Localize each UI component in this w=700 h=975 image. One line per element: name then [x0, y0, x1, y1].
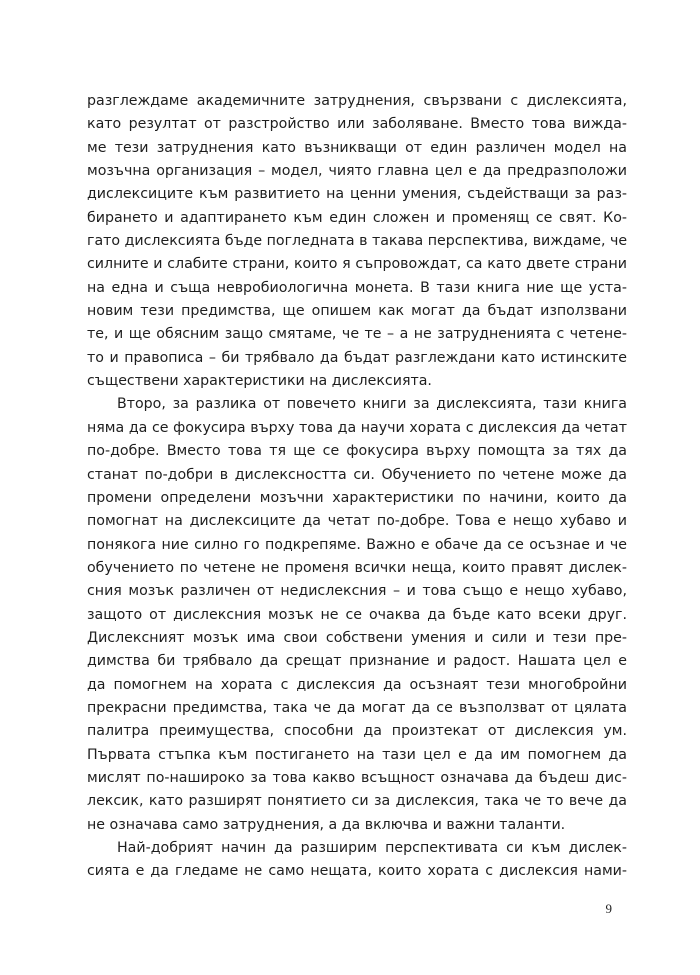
text-line: помогнат на дислексиците да четат по-добре. Това е нещо хубаво и — [87, 513, 627, 530]
paragraph-last-line: не означава само затруднения, а да включва и важни таланти. — [87, 816, 566, 833]
paragraph-first-line: Второ, за разлика от повечето книги за дислексията, тази книга — [117, 396, 627, 413]
text-line: разглеждаме академичните затруднения, свързвани с дислексията, — [87, 93, 627, 109]
text-line: прекрасни предимства, така че да могат да се възползват от цялата — [87, 699, 627, 716]
text-line: станат по-добри в дислексността си. Обучението по четене може да — [87, 466, 627, 483]
text-line: мозъчна организация – модел, чиято главна цел е да предразположи — [87, 163, 627, 180]
text-line: обучението по четене не променя всички неща, които правят дислек- — [87, 559, 627, 576]
text-line: сния мозък различен от недислексния – и това също е нещо хубаво, — [87, 583, 627, 600]
text-line: понякога ние силно го подкрепяме. Важно е обаче да се осъзнае и че — [87, 536, 627, 553]
text-line: на една и съща невробиологична монета. В тази книга ние ще уста- — [87, 279, 627, 296]
text-line: защото от дислексния мозък не се очаква да бъде като всеки друг. — [87, 606, 627, 623]
text-line: по-добре. Вместо това тя ще се фокусира върху помощта за тях да — [87, 443, 627, 460]
text-line: те, и ще обясним защо смятаме, че те – а не затрудненията с четене- — [87, 326, 627, 343]
body-text — [87, 90, 627, 884]
text-line: Първата стъпка към постигането на тази цел е да им помогнем да — [87, 746, 627, 763]
text-line: димства би трябвало да срещат признание и радост. Нашата цел е — [87, 653, 627, 670]
text-line: промени определени мозъчни характеристики по начини, които да — [87, 489, 627, 506]
text-line: Дислексният мозък има свои собствени умения и сили и тези пре- — [87, 629, 627, 646]
text-line: лексик, като разширят понятието си за дислексия, така че то вече да — [87, 793, 627, 810]
text-line: силните и слабите страни, които я съпровождат, са като двете страни — [87, 256, 627, 273]
text-line: гато дислексията бъде погледната в такава перспектива, виждаме, че — [87, 233, 628, 250]
text-line: дислексиците към развитието на ценни умения, съдействащи за раз- — [87, 186, 627, 203]
page-number: 9 — [605, 901, 612, 916]
text-line: новим тези предимства, ще опишем как могат да бъдат използвани — [87, 303, 627, 320]
text-line: да помогнем на хората с дислексия да осъзнаят тези многобройни — [87, 676, 627, 693]
text-line: мислят по-нашироко за това какво всъщност означава да бъдеш дис- — [87, 769, 627, 786]
text-line: сията е да гледаме не само нещата, които хората с дислексия нами- — [87, 863, 627, 880]
text-line: палитра преимущества, способни да произтекат от дислексия ум. — [87, 723, 627, 740]
paragraph-first-line: Най-добрият начин да разширим перспективата си към дислек- — [117, 840, 627, 856]
text-line: като резултат от разстройство или заболяване. Вместо това виждa- — [87, 116, 627, 133]
text-line: то и правописа – би трябвало да бъдат разглеждани като истинските — [87, 349, 627, 366]
text-line: няма да се фокусира върху това да научи хората с дислексия да четат — [87, 419, 627, 436]
paragraph-last-line: съществени характеристики на дислексията. — [87, 373, 432, 390]
text-line: бирането и адаптирането към един сложен и променящ се свят. Ко- — [87, 209, 627, 226]
text-line: ме тези затруднения като възникващи от един различен модел на — [87, 139, 627, 156]
